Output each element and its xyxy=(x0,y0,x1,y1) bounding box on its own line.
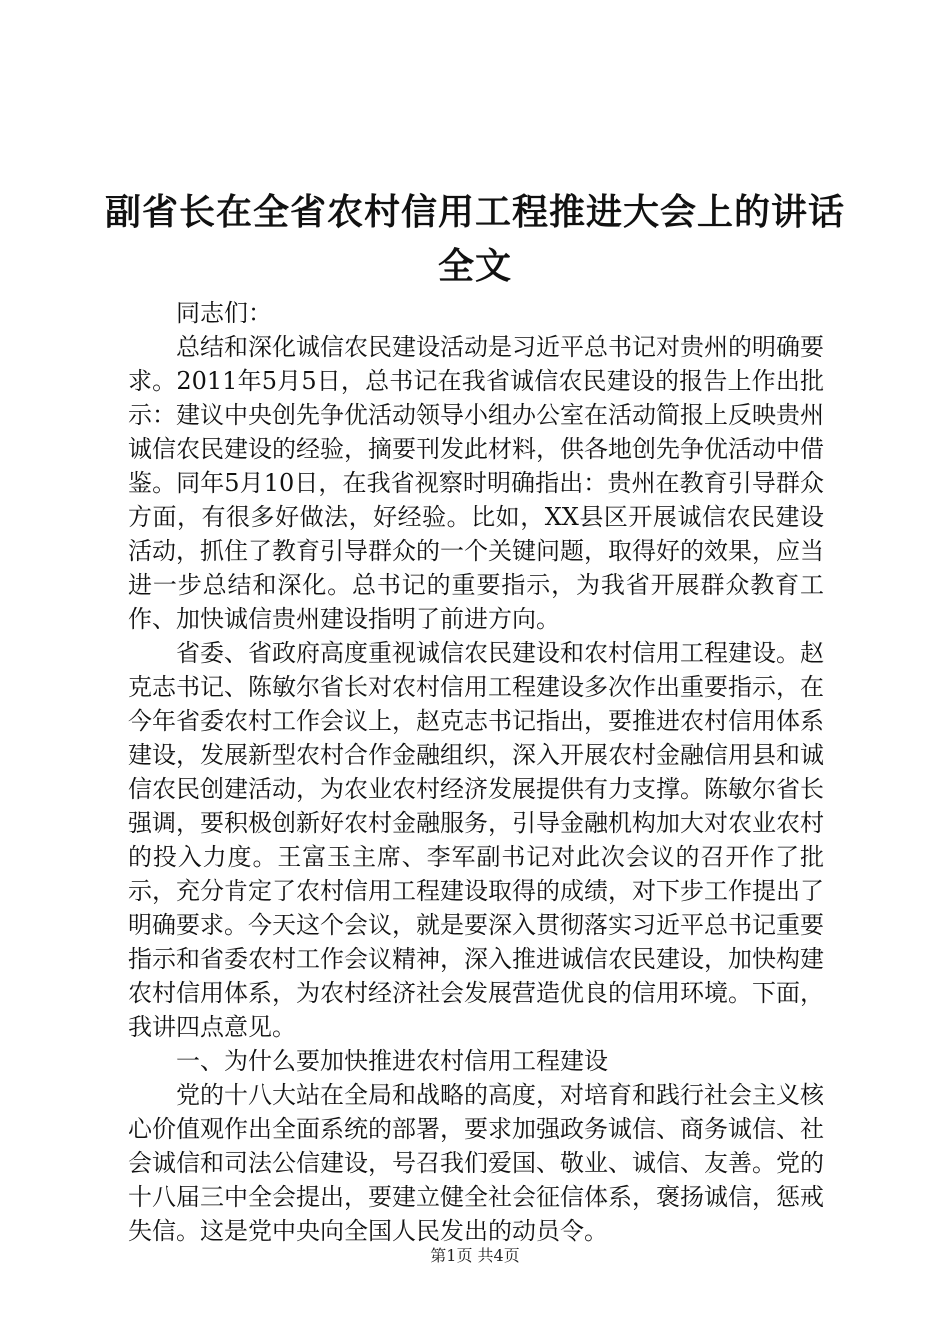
document-title: 副省长在全省农村信用工程推进大会上的讲话 xyxy=(104,191,845,233)
document-title-continuation: 全文 xyxy=(437,245,512,287)
body-paragraph: 总结和深化诚信农民建设活动是习近平总书记对贵州的明确要求。2011年5月5日，总书记在我省诚信农民建设的报告上作出批示：建议中央创先争优活动领导小组办公室在活动简报上反映贵州诚信农民建设的经验，摘要刊发此材料，供各地创先争优活动中借鉴。同年5月10日，在我省视察时明确指出：贵州在教育引导群众方面，有很多好做法，好经验。比如，XX县区开展诚信农民建设活动，抓住了教育引导群众的一个关键问题，取得好的效果，应当进一步总结和深化。总书记的重要指示，为我省开展群众教育工作、加快诚信贵州建设指明了前进方向。 xyxy=(128,333,824,633)
body-paragraph: 党的十八大站在全局和战略的高度，对培育和践行社会主义核心价值观作出全面系统的部署，要求加强政务诚信、商务诚信、社会诚信和司法公信建设，号召我们爱国、敬业、诚信、友善。党的十八届三中全会提出，要建立健全社会征信体系，褒扬诚信，惩戒失信。这是党中央向全国人民发出的动员令。 xyxy=(128,1081,824,1245)
document-body xyxy=(128,296,824,1248)
salutation: 同志们： xyxy=(176,299,272,327)
section-heading: 一、为什么要加快推进农村信用工程建设 xyxy=(176,1047,608,1075)
page-number: 第1页 共4页 xyxy=(430,1246,520,1265)
body-paragraph: 省委、省政府高度重视诚信农民建设和农村信用工程建设。赵克志书记、陈敏尔省长对农村信用工程建设多次作出重要指示，在今年省委农村工作会议上，赵克志书记指出，要推进农村信用体系建设，发展新型农村合作金融组织，深入开展农村金融信用县和诚信农民创建活动，为农业农村经济发展提供有力支撑。陈敏尔省长强调，要积极创新好农村金融服务，引导金融机构加大对农业农村的投入力度。王富玉主席、李军副书记对此次会议的召开作了批示，充分肯定了农村信用工程建设取得的成绩，对下步工作提出了明确要求。今天这个会议，就是要深入贯彻落实习近平总书记重要指示和省委农村工作会议精神，深入推进诚信农民建设，加快构建农村信用体系，为农村经济社会发展营造优良的信用环境。下面，我讲四点意见。 xyxy=(128,639,824,1041)
